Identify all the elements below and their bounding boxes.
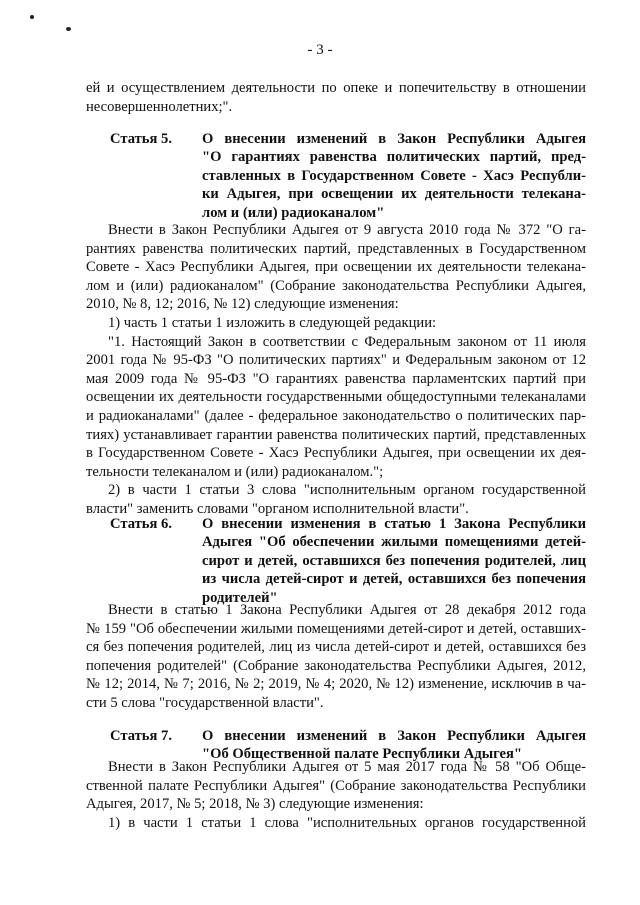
article-title (202, 515, 586, 607)
text-line: 2) в части 1 статьи 3 слова "исполнительным органом государственной (108, 482, 586, 499)
article-label: Статья 7. (110, 728, 172, 744)
text-line: "1. Настоящий Закон в соответствии с Федеральным законом от 11 июля (108, 333, 586, 350)
text-line: тиях) устанавливает гарантии равенства политических партий, представленных (86, 426, 586, 443)
text-line: № 159 "Об обеспечении жилыми помещениями детей-сирот и детей, оставших- (86, 620, 586, 637)
text-line: тельности телеканалом и (или) радиоканалом."; (86, 463, 384, 480)
title-line: сирот и детей, оставшихся без попечения родителей, лиц (202, 552, 586, 569)
text-line: лом и (или) радиоканалом" (Собрание законодательства Республики Адыгея, (86, 277, 586, 294)
text-line: рантиях равенства политических партий, представленных в Государственном (86, 240, 586, 257)
text-line: попечения родителей" (Собрание законодательства Республики Адыгея, 2012, (86, 657, 586, 674)
text-line: Внести в статью 1 Закона Республики Адыгея от 28 декабря 2012 года (108, 602, 586, 618)
text-line: ственной палате Республики Адыгея" (Собрание законодательства Республики (86, 777, 586, 794)
text-line: № 12; 2014, № 7; 2016, № 2; 2019, № 4; 2020, № 12) изменение, исключив в ча- (86, 676, 586, 693)
article-6-body (86, 601, 586, 713)
intro-paragraph (86, 79, 586, 116)
article-6-heading (86, 515, 586, 611)
title-line: "О гарантиях равенства политических партий, пред- (202, 149, 586, 166)
title-line: ставленных в Государственном Совете - Хасэ Республи- (202, 167, 586, 184)
page-number: - 3 - (307, 42, 333, 58)
text-line: освещении их деятельности государственными общедоступными телеканалами (86, 389, 586, 406)
article-5-body (86, 221, 586, 519)
text-line: Внести в Закон Республики Адыгея от 5 мая 2017 года № 58 "Об Обще- (108, 759, 586, 775)
article-title (202, 130, 586, 222)
text-line: и радиоканалами" (далее - федеральное законодательство о политических пар- (86, 407, 586, 424)
scan-mark (30, 15, 34, 19)
title-line: О внесении изменений в Закон Республики Адыгея (202, 131, 586, 147)
text-line: ей и осуществлением деятельности по опеке и попечительству в отношении (86, 80, 586, 96)
article-7-body (86, 758, 586, 832)
title-line: "Об Общественной палате Республики Адыгея" (202, 746, 523, 763)
title-line: из числа детей-сирот и детей, оставшихся без попечения (202, 571, 586, 588)
text-line: 2010, № 8, 12; 2016, № 12) следующие изменения: (86, 296, 399, 313)
article-label: Статья 6. (110, 516, 172, 532)
text-line: мая 2009 года № 95-ФЗ "О гарантиях равенства парламентских партий при (86, 370, 586, 387)
text-line: несовершеннолетних;". (86, 98, 233, 115)
title-line: Адыгея "Об обеспечении жилыми помещениями детей- (202, 534, 586, 551)
title-line: ки Адыгея, при освещении их деятельности телекана- (202, 186, 586, 203)
text-line: Внести в Закон Республики Адыгея от 9 августа 2010 года № 372 "О га- (108, 222, 586, 238)
text-line: власти" заменить словами "органом исполнительной власти". (86, 500, 469, 517)
scan-mark (66, 27, 71, 31)
text-line: 1) в части 1 статьи 1 слова "исполнительных органов государственной (108, 814, 586, 831)
text-line: в Государственном Совете - Хасэ Республики Адыгея, при освещении их дея- (86, 445, 586, 462)
title-line: лом и (или) радиоканалом" (202, 204, 385, 221)
text-line: ся без попечения родителей, лиц из числа детей-сирот и детей, оставшихся без (86, 639, 586, 656)
text-line: Адыгея, 2017, № 5; 2018, № 3) следующие изменения: (86, 796, 424, 813)
title-line: О внесении изменения в статью 1 Закона Республики (202, 516, 586, 532)
article-label: Статья 5. (110, 131, 172, 147)
text-line: Совете - Хасэ Республики Адыгея, при освещении их деятельности телекана- (86, 259, 586, 276)
text-line: 1) часть 1 статьи 1 изложить в следующей редакции: (108, 314, 437, 331)
text-line: сти 5 слова "государственной власти". (86, 694, 324, 711)
title-line: родителей" (202, 589, 278, 606)
title-line: О внесении изменений в Закон Республики Адыгея (202, 728, 586, 744)
article-5-heading (86, 130, 586, 226)
text-line: 2001 года № 95-ФЗ "О политических партиях" и Федеральным законом от 12 (86, 352, 586, 369)
